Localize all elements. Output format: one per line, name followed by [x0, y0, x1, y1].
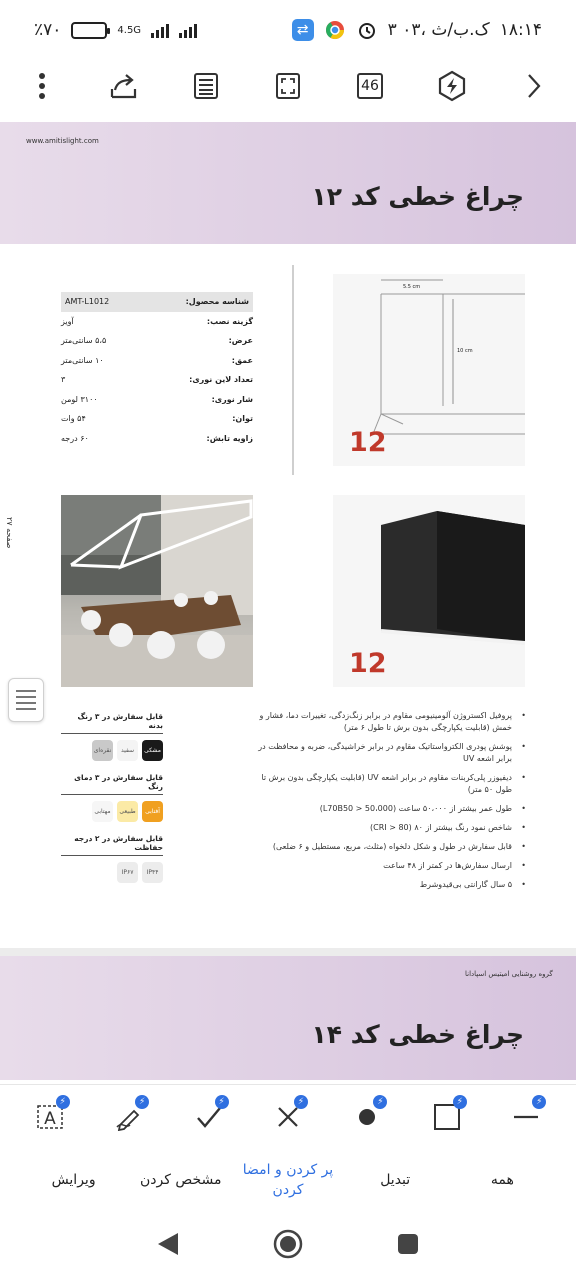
rectangle-icon[interactable]: [423, 1093, 471, 1141]
spec-row: عرض: ۵،۵ سانتی‌متر: [61, 336, 253, 346]
page-header-band: [0, 122, 576, 244]
scroll-handle[interactable]: [8, 678, 44, 722]
tab-mark[interactable]: مشخص کردن: [140, 1172, 222, 1188]
back-icon[interactable]: [156, 1231, 180, 1261]
bottom-tabs: [0, 1148, 576, 1212]
fullscreen-icon[interactable]: [268, 66, 308, 106]
status-date: ۳ ک.ب/ث ،۰۳: [387, 20, 490, 40]
recents-icon[interactable]: [396, 1232, 420, 1260]
line-icon[interactable]: [502, 1093, 550, 1141]
lightning-badge-icon: ⚡: [215, 1095, 229, 1109]
battery-percent: ٪۷۰: [34, 20, 62, 40]
tab-all[interactable]: همه: [490, 1172, 514, 1188]
side-page-number: صفحه ۲۷: [5, 517, 14, 549]
text-box-icon[interactable]: [26, 1093, 74, 1141]
dimension-side: 10 cm: [457, 348, 473, 354]
lightning-badge-icon: ⚡: [56, 1095, 70, 1109]
spec-table: [61, 292, 253, 448]
ip-chip-44: IP۴۴: [142, 862, 163, 883]
lightning-badge-icon: ⚡: [135, 1095, 149, 1109]
option-title: قابل سفارش در ۳ رنگ بدنه: [61, 712, 163, 734]
feature-item: • ۵ سال گارانتی بی‌قیدوشرط: [256, 879, 526, 891]
status-right: [292, 19, 542, 41]
spec-row: توان: ۵۴ وات: [61, 414, 253, 424]
product-title: چراغ خطی کد ۱۲: [311, 182, 524, 211]
product-title-2: چراغ خطی کد ۱۴: [311, 1020, 524, 1049]
cross-icon[interactable]: [264, 1093, 312, 1141]
page-count: 46: [361, 78, 379, 94]
lightning-badge-icon: ⚡: [373, 1095, 387, 1109]
option-title: قابل سفارش در ۳ دمای رنگ: [61, 773, 163, 795]
page-count-icon[interactable]: [350, 66, 390, 106]
svg-text:A: A: [43, 1108, 56, 1129]
product-render: [333, 495, 525, 687]
meeting-room-illustration: [61, 495, 253, 687]
installation-photo: [61, 495, 253, 687]
tab-edit[interactable]: ویرایش: [51, 1172, 96, 1188]
lightning-badge-icon: ⚡: [453, 1095, 467, 1109]
ip-chip-67: IP۶۷: [117, 862, 138, 883]
alarm-icon: [356, 19, 378, 41]
chrome-icon: [324, 19, 346, 41]
column-divider: [292, 265, 294, 475]
spec-row: شناسه محصول: AMT-L1012: [61, 292, 253, 312]
color-chip-silver: نقره‌ای: [92, 740, 113, 761]
feature-item: • طول عمر بیشتر از ۵۰،۰۰۰ ساعت (L70B50 > 50،000): [256, 803, 526, 815]
color-chip-white: سفید: [117, 740, 138, 761]
temp-chip-natural: طبیعی: [117, 801, 138, 822]
dot-icon[interactable]: [343, 1093, 391, 1141]
status-left: [34, 20, 197, 40]
more-vert-icon[interactable]: [22, 66, 62, 106]
page-separator: [0, 948, 576, 956]
pdf-document[interactable]: [0, 122, 576, 1082]
annotation-toolbar: [0, 1084, 576, 1148]
status-bar: [0, 0, 576, 60]
model-code-label: 12: [349, 427, 387, 458]
order-options: [61, 712, 163, 895]
spec-row: گزینه نصب: آویز: [61, 316, 253, 326]
feature-item: • دیفیوزر پلی‌کربنات مقاوم در برابر اشعه UV (قابلیت یکپارچگی بدون برش تا طول ۵۰ متر): [256, 772, 526, 796]
chevron-right-icon[interactable]: [514, 66, 554, 106]
pen-signature-icon[interactable]: [105, 1093, 153, 1141]
page2-header-band: [0, 956, 576, 1080]
temp-chip-cool: مهتابی: [92, 801, 113, 822]
tab-fill-sign[interactable]: پر کردن و امضا کردن: [242, 1162, 334, 1198]
lightning-icon[interactable]: [432, 66, 472, 106]
temp-chip-warm: آفتابی: [142, 801, 163, 822]
tab-convert[interactable]: تبدیل: [380, 1172, 411, 1188]
network-type: 4.5G: [117, 24, 142, 36]
company-name: گروه روشنایی امیتیس اسپادانا: [465, 970, 553, 978]
lightning-badge-icon: ⚡: [532, 1095, 546, 1109]
body-color-options: [61, 712, 163, 761]
home-icon[interactable]: [272, 1228, 304, 1264]
feature-item: • شاخص نمود رنگ بیشتر از ۸۰ (CRI > 80): [256, 822, 526, 834]
checkmark-icon[interactable]: [185, 1093, 233, 1141]
spec-row: تعداد لاین نوری: ۳: [61, 375, 253, 385]
lightning-badge-icon: ⚡: [294, 1095, 308, 1109]
model-code-label: 12: [349, 648, 387, 679]
reader-mode-icon[interactable]: [186, 66, 226, 106]
spec-row: عمق: ۱۰ سانتی‌متر: [61, 355, 253, 365]
feature-item: • قابل سفارش در طول و شکل دلخواه (مثلث، مربع، مستطیل و ۶ ضلعی): [256, 841, 526, 853]
battery-icon: [71, 22, 107, 39]
feature-item: • پروفیل اکستروژن آلومینیومی مقاوم در برابر زنگ‌زدگی، تغییرات دما، فشار و خمش (قابلیت یکپارچگی بدون برش تا طول ۶ متر): [256, 710, 526, 734]
feature-list: [256, 710, 526, 898]
feature-item: • پوشش پودری الکترواستاتیک مقاوم در برابر خراشیدگی، ضربه و محافظت در برابر اشعه UV: [256, 741, 526, 765]
website-url: www.amitislight.com: [26, 137, 99, 145]
feature-item: • ارسال سفارش‌ها در کمتر از ۴۸ ساعت: [256, 860, 526, 872]
option-title: قابل سفارش در ۲ درجه حفاظت: [61, 834, 163, 856]
color-chip-black: مشکی: [142, 740, 163, 761]
dimension-top: 5.5 cm: [403, 284, 421, 290]
status-time: ۱۸:۱۴: [499, 20, 542, 40]
app-notification-icon: ⇄: [292, 19, 314, 41]
color-temp-options: [61, 773, 163, 822]
viewer-toolbar: [0, 60, 576, 112]
spec-row: زاویه تابش: ۶۰ درجه: [61, 433, 253, 443]
system-nav-bar: [0, 1212, 576, 1280]
technical-drawing: [333, 274, 525, 466]
share-icon[interactable]: [104, 66, 144, 106]
ip-rating-options: [61, 834, 163, 883]
spec-row: شار نوری: ۳۱۰۰ لومن: [61, 394, 253, 404]
signal-icon: [151, 22, 169, 38]
signal-icon-2: [179, 22, 197, 38]
